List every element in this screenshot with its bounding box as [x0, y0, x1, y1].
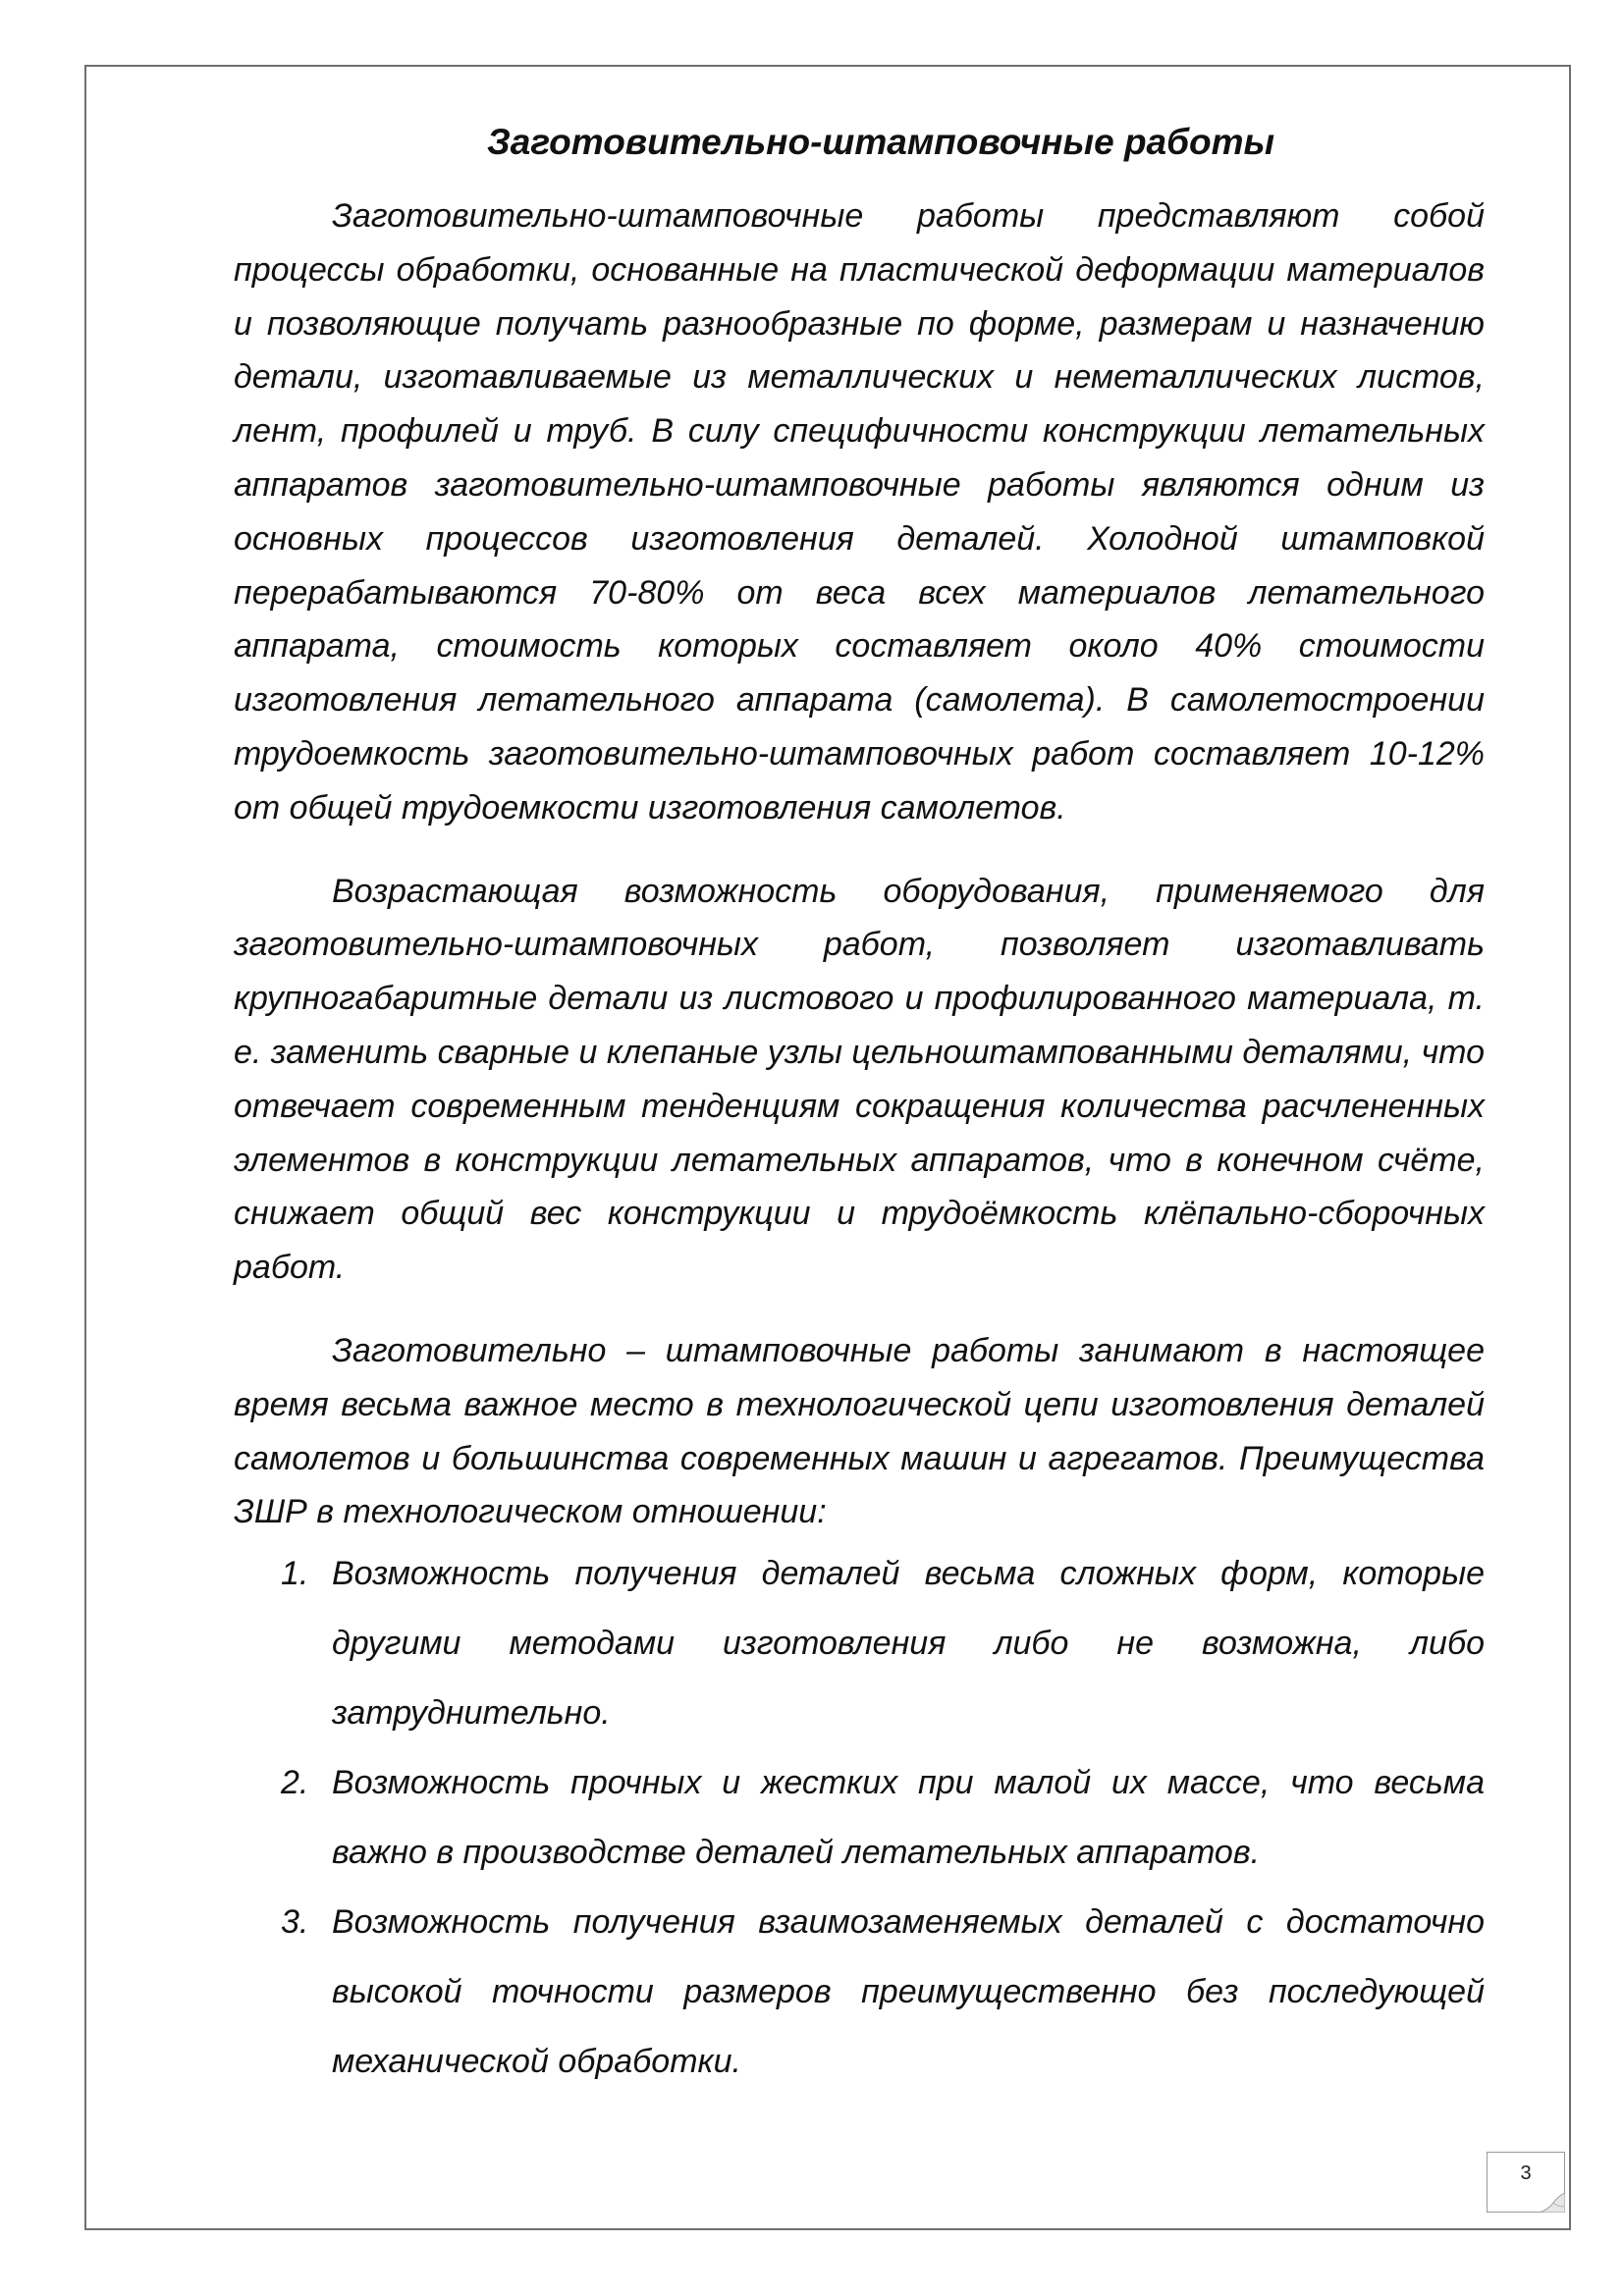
- paragraph-equipment: Возрастающая возможность оборудования, применяемого для заготовительно-штамповочных работ, позволяет изготавливать крупногабаритные детали из листового и профилированного материала, т. е. заменить сварные и клепаные узлы цельноштампованными деталями, что отвечает современным тенденциям сокращения количества расчлененных элементов в конструкции летательных аппаратов, что в конечном счёте, снижает общий вес конструкции и трудоёмкость клёпально-сборочных работ.: [234, 872, 1486, 1287]
- page-number: 3: [1520, 2163, 1532, 2184]
- list-item-number: 2.: [281, 1764, 309, 1802]
- page-title: Заготовительно-штамповочные работы: [487, 122, 1275, 162]
- list-item: [234, 1539, 1485, 1748]
- list-item-text: Возможность прочных и жестких при малой их массе, что весьма важно в производстве деталей летательных аппаратов.: [332, 1764, 1485, 1872]
- list-item-text: Возможность получения деталей весьма сложных форм, которые другими методами изготовления либо не возможна, либо затруднительно.: [332, 1555, 1485, 1733]
- list-item-number: 1.: [281, 1555, 309, 1593]
- list-item: [234, 1888, 1485, 2097]
- document-body: [234, 113, 1485, 2097]
- list-item-number: 3.: [281, 1903, 309, 1942]
- paragraph-intro: Заготовительно-штамповочные работы представляют собой процессы обработки, основанные на пластической деформации материалов и позволяющие получать разнообразные по форме, размерам и назначению детали, изготавливаемые из металлических и неметаллических листов, лент, профилей и труб. В силу специфичности конструкции летательных аппаратов заготовительно-штамповочные работы являются одним из основных процессов изготовления деталей. Холодной штамповкой перерабатываются 70-80% от веса всех материалов летательного аппарата, стоимость которых составляет около 40% стоимости изготовления летательного аппарата (самолета). В самолетостроении трудоемкость заготовительно-штамповочных работ составляет 10-12% от общей трудоемкости изготовления самолетов.: [234, 197, 1485, 827]
- page-curl-icon: [1540, 2193, 1565, 2213]
- page-number-box: [1487, 2152, 1565, 2213]
- advantages-list: [234, 1539, 1485, 2097]
- list-item-text: Возможность получения взаимозаменяемых деталей с достаточно высокой точности размеров преимущественно без последующей механической обработки.: [332, 1903, 1485, 2081]
- list-item: [234, 1748, 1485, 1888]
- paragraph-advantages: Заготовительно – штамповочные работы занимают в настоящее время весьма важное место в технологической цепи изготовления деталей самолетов и большинства современных машин и агрегатов. Преимущества ЗШР в технологическом отношении:: [234, 1331, 1485, 1531]
